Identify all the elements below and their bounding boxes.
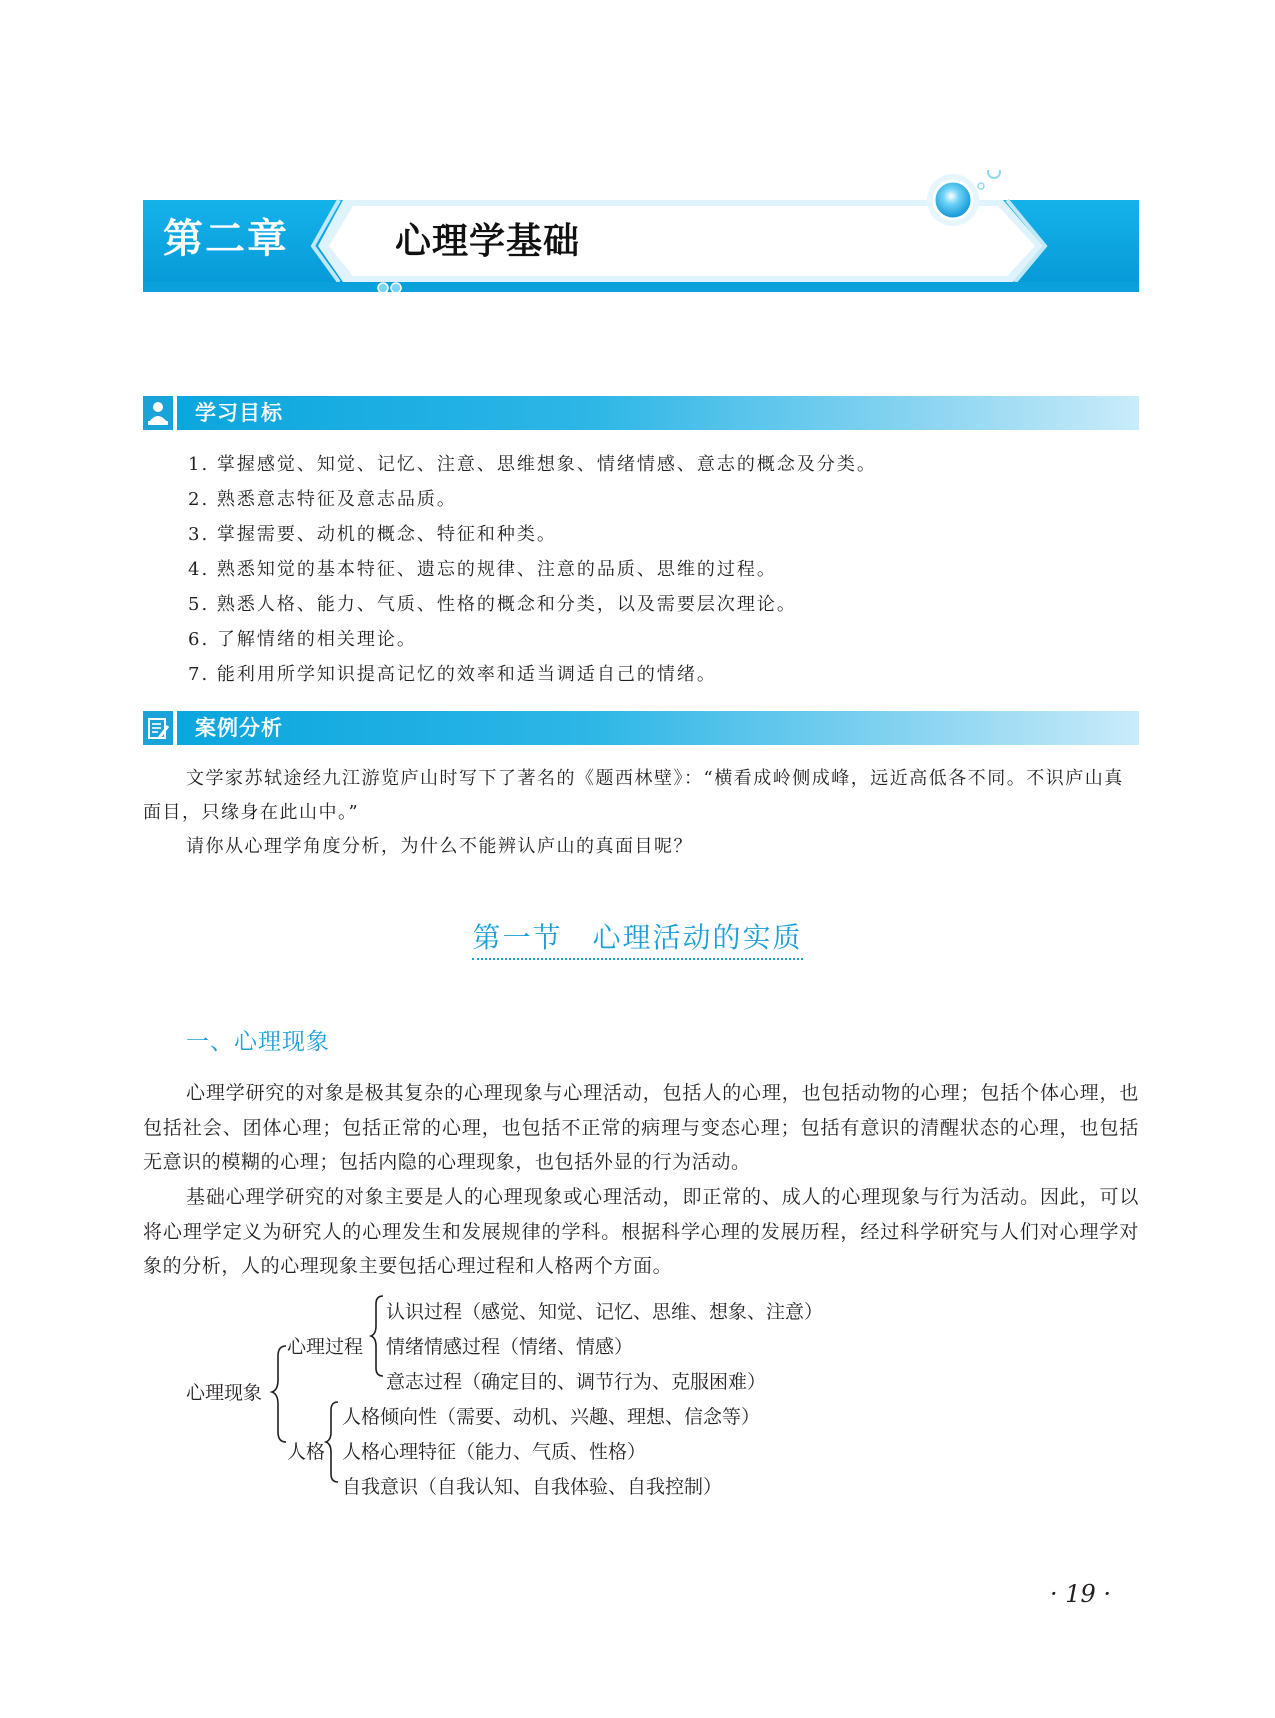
tree-leaf: 人格倾向性（需要、动机、兴趣、理想、信念等） (342, 1406, 761, 1428)
case-question: 请你从心理学角度分析，为什么不能辨认庐山的真面目呢？ (186, 836, 693, 857)
tree-leaf: 自我意识（自我认知、自我体验、自我控制） (342, 1476, 723, 1498)
objectives-header (143, 396, 1139, 430)
page-number: · 19 · (1050, 1580, 1112, 1608)
chapter-banner (143, 170, 1139, 292)
list-item: 4. 熟悉知觉的基本特征、遗忘的规律、注意的品质、思维的过程。 (188, 559, 777, 580)
tree-leaf: 意志过程（确定目的、调节行为、克服困难） (386, 1371, 767, 1393)
list-item: 3. 掌握需要、动机的概念、特征和种类。 (188, 524, 557, 545)
tree-leaf: 人格心理特征（能力、气质、性格） (342, 1441, 647, 1463)
body-paragraph: 基础心理学研究的对象主要是人的心理现象或心理活动，即正常的、成人的心理现象与行为活动。因此，可以将心理学定义为研究人的心理发生和发展规律的学科。根据科学心理的发展历程，经过科学研究与人们对心理学对象的分析，人的心理现象主要包括心理过程和人格两个方面。 (143, 1186, 1139, 1277)
section-title-text: 第一节 心理活动的实质 (472, 921, 802, 960)
objectives-heading: 学习目标 (195, 401, 283, 425)
case-paragraph: 文学家苏轼途经九江游览庐山时写下了著名的《题西林壁》：“横看成岭侧成峰，远近高低各不同。不识庐山真面目，只缘身在此山中。” (143, 768, 1124, 823)
student-icon (143, 396, 177, 430)
case-analysis-header (143, 711, 1139, 745)
tree-leaf: 认识过程（感觉、知觉、记忆、思维、想象、注意） (386, 1301, 824, 1323)
tree-leaf: 情绪情感过程（情绪、情感） (386, 1336, 634, 1358)
objectives-list (188, 447, 1128, 692)
tree-node-personality: 人格 (287, 1441, 326, 1463)
list-item: 2. 熟悉意志特征及意志品质。 (188, 489, 457, 510)
tree-root: 心理现象 (186, 1382, 263, 1404)
body-paragraph: 心理学研究的对象是极其复杂的心理现象与心理活动，包括人的心理，也包括动物的心理；包括个体心理，也包括社会、团体心理；包括正常的心理，也包括不正常的病理与变态心理；包括有意识的清醒状态的心理，也包括无意识的模糊的心理；包括内隐的心理现象，也包括外显的行为活动。 (143, 1082, 1139, 1173)
list-item: 1. 掌握感觉、知觉、记忆、注意、思维想象、情绪情感、意志的概念及分类。 (188, 454, 877, 475)
list-item: 5. 熟悉人格、能力、气质、性格的概念和分类，以及需要层次理论。 (188, 594, 797, 615)
subheading: 一、心理现象 (186, 1029, 330, 1055)
notebook-pen-icon (143, 711, 177, 745)
chapter-title: 心理学基础 (395, 220, 581, 262)
list-item: 7. 能利用所学知识提高记忆的效率和适当调适自己的情绪。 (188, 664, 717, 685)
case-analysis-heading: 案例分析 (195, 716, 283, 740)
section-title (0, 918, 1275, 958)
chapter-number: 第二章 (163, 215, 289, 262)
tree-node-process: 心理过程 (287, 1336, 364, 1358)
list-item: 6. 了解情绪的相关理论。 (188, 629, 417, 650)
